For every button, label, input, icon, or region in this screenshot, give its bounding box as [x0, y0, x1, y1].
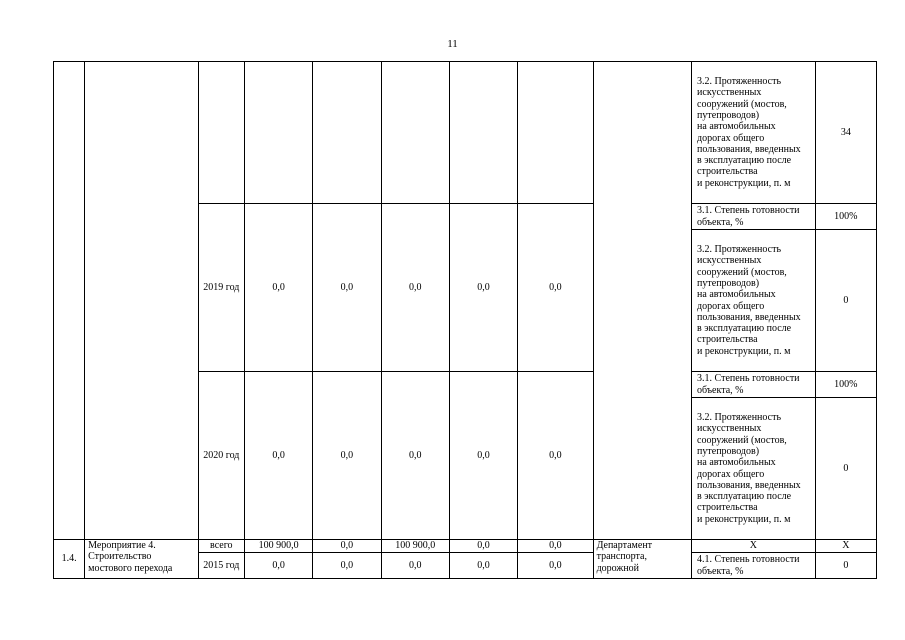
indicator-readiness: 3.1. Степень готовности объекта, %	[692, 204, 816, 230]
cell-value: 0,0	[518, 540, 593, 553]
indicator-readiness-2015-value: 0	[815, 553, 876, 579]
cell-value: 0,0	[518, 372, 593, 540]
cell-value	[518, 62, 593, 204]
table-row	[54, 62, 877, 204]
cell-value: 0,0	[313, 372, 381, 540]
cell-value: 0,0	[518, 204, 593, 372]
cell-value: 100 900,0	[381, 540, 449, 553]
cell-value	[449, 62, 517, 204]
indicator-readiness-2015: 4.1. Степень готовности объекта, %	[692, 553, 816, 579]
measure-name: Мероприятие 4. Строительство мостового перехода	[85, 540, 199, 579]
indicator-readiness: 3.1. Степень готовности объекта, %	[692, 372, 816, 398]
cell-name-empty	[85, 62, 199, 540]
year-2019: 2019 год	[198, 204, 244, 372]
year-2015: 2015 год	[198, 553, 244, 579]
cell-value: 0,0	[449, 553, 517, 579]
cell-value: 0,0	[381, 204, 449, 372]
cell-value: 0,0	[313, 540, 381, 553]
cell-value: 0,0	[244, 204, 312, 372]
cell-value: 0,0	[381, 372, 449, 540]
table-row	[54, 540, 877, 553]
cell-value	[381, 62, 449, 204]
cell-value: 0,0	[449, 204, 517, 372]
total-indicator-value: Х	[815, 540, 876, 553]
cell-value: 0,0	[313, 204, 381, 372]
indicator-length: 3.2. Протяженность искусственных сооружений (мостов, путепроводов) на автомобильных дорогах общего пользования, введенных в эксплуатацию после строительства и реконструкции, п. м	[692, 62, 816, 204]
indicator-length: 3.2. Протяженность искусственных сооружений (мостов, путепроводов) на автомобильных дорогах общего пользования, введенных в эксплуатацию после строительства и реконструкции, п. м	[692, 230, 816, 372]
responsible: Департамент транспорта, дорожной	[593, 540, 691, 579]
cell-value: 0,0	[244, 553, 312, 579]
cell-value: 0,0	[449, 372, 517, 540]
cell-number-empty	[54, 62, 85, 540]
cell-value: 100 900,0	[244, 540, 312, 553]
indicator-readiness-value: 100%	[815, 204, 876, 230]
page-number: 11	[447, 38, 458, 50]
total-label: всего	[198, 540, 244, 553]
indicator-length-value: 0	[815, 230, 876, 372]
cell-value: 0,0	[518, 553, 593, 579]
cell-year-empty	[198, 62, 244, 204]
cell-value: 0,0	[313, 553, 381, 579]
cell-value	[313, 62, 381, 204]
indicator-length-value: 34	[815, 62, 876, 204]
indicator-length-value: 0	[815, 398, 876, 540]
program-table	[53, 61, 877, 579]
indicator-readiness-value: 100%	[815, 372, 876, 398]
cell-responsible-empty	[593, 62, 691, 540]
total-indicator: Х	[692, 540, 816, 553]
year-2020: 2020 год	[198, 372, 244, 540]
cell-value: 0,0	[381, 553, 449, 579]
indicator-length: 3.2. Протяженность искусственных сооружений (мостов, путепроводов) на автомобильных дорогах общего пользования, введенных в эксплуатацию после строительства и реконструкции, п. м	[692, 398, 816, 540]
cell-value: 0,0	[244, 372, 312, 540]
cell-value	[244, 62, 312, 204]
measure-number: 1.4.	[54, 540, 85, 579]
cell-value: 0,0	[449, 540, 517, 553]
